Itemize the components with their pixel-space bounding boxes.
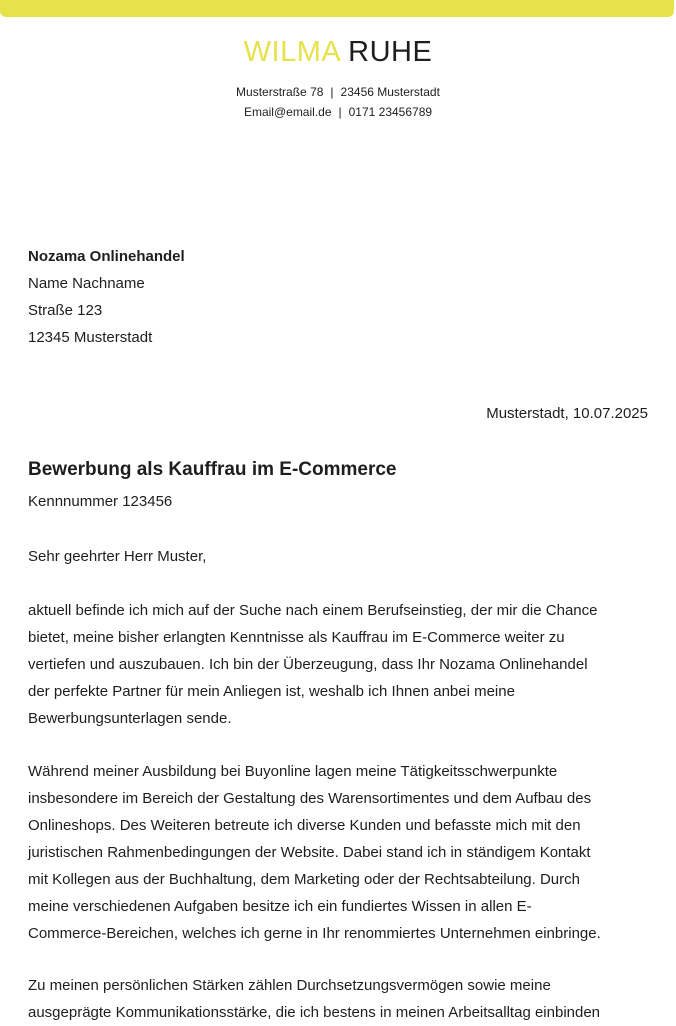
- sender-address: [0, 84, 676, 100]
- recipient-block: [28, 243, 185, 351]
- paragraph-line: Während meiner Ausbildung bei Buyonline lagen meine Tätigkeitsschwerpunkte: [28, 763, 558, 780]
- address-separator: |: [330, 85, 334, 99]
- sender-email: Email@email.de: [243, 105, 332, 119]
- paragraph-line: mit Kollegen aus der Buchhaltung, dem Marketing oder der Rechtsabteilung. Durch: [28, 871, 580, 888]
- paragraph-2: [28, 758, 648, 947]
- sender-name: [0, 34, 676, 70]
- sender-last-name: RUHE: [348, 36, 433, 68]
- paragraph-line: Onlineshops. Des Weiteren betreute ich diverse Kunden und befasste mich mit den: [28, 817, 581, 834]
- contact-separator: |: [338, 105, 342, 119]
- paragraph-line: bietet, meine bisher erlangten Kenntnisse als Kauffrau im E-Commerce weiter zu: [28, 629, 565, 646]
- paragraph-line: ausgeprägte Kommunikationsstärke, die ich bestens in meinen Arbeitsalltag einbinden: [28, 1004, 601, 1021]
- recipient-street: Straße 123: [28, 302, 103, 319]
- sender-contact: [0, 104, 676, 120]
- paragraph-line: aktuell befinde ich mich auf der Suche nach einem Berufseinstieg, der mir die Chance: [28, 602, 598, 619]
- letter-subject: Bewerbung als Kauffrau im E-Commerce: [28, 459, 397, 480]
- paragraph-line: Commerce-Bereichen, welches ich gerne in Ihr renommiertes Unternehmen einbringe.: [28, 925, 601, 942]
- recipient-company: Nozama Onlinehandel: [28, 248, 185, 265]
- date-line: Musterstadt, 10.07.2025: [486, 405, 648, 422]
- paragraph-line: Bewerbungsunterlagen sende.: [28, 710, 232, 727]
- paragraph-line: vertiefen und auszubauen. Ich bin der Überzeugung, dass Ihr Nozama Onlinehandel: [28, 656, 588, 673]
- paragraph-3: [28, 972, 648, 1026]
- sender-phone: 0171 23456789: [348, 105, 433, 119]
- salutation: Sehr geehrter Herr Muster,: [28, 548, 207, 565]
- recipient-person: Name Nachname: [28, 275, 145, 292]
- sender-first-name: WILMA: [243, 36, 340, 68]
- paragraph-line: insbesondere im Bereich der Gestaltung des Warensortimentes und dem Aufbau des: [28, 790, 592, 807]
- paragraph-line: juristischen Rahmenbedingungen der Website. Dabei stand ich in ständigem Kontakt: [28, 844, 591, 861]
- paragraph-line: der perfekte Partner für mein Anliegen ist, weshalb ich Ihnen anbei meine: [28, 683, 515, 700]
- accent-top-bar: [0, 0, 674, 17]
- reference-number: Kennnummer 123456: [28, 493, 173, 510]
- paragraph-line: meine verschiedenen Aufgaben besitze ich ein fundiertes Wissen in allen E-: [28, 898, 532, 915]
- sender-city: 23456 Musterstadt: [340, 85, 440, 99]
- recipient-city: 12345 Musterstadt: [28, 329, 153, 346]
- sender-street: Musterstraße 78: [236, 85, 324, 99]
- paragraph-line: Zu meinen persönlichen Stärken zählen Durchsetzungsvermögen sowie meine: [28, 977, 551, 994]
- paragraph-1: [28, 597, 648, 732]
